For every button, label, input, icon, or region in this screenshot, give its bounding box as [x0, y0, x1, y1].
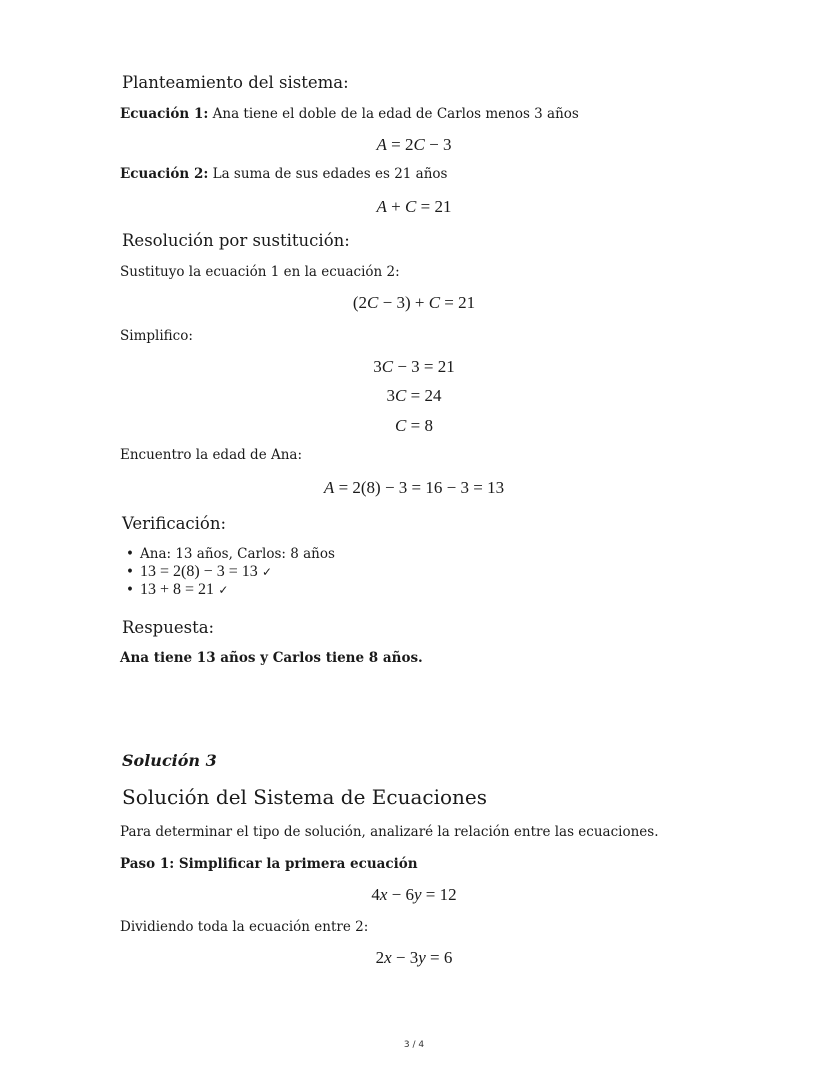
substitution-math — [0, 293, 828, 313]
substitution-text: Sustituyo la ecuación 1 en la ecuación 2: — [120, 264, 400, 280]
verification-item-2: 13 = 2(8) − 3 = 13 — [140, 563, 258, 580]
heading-planteamiento: Planteamiento del sistema: — [122, 73, 349, 92]
simplify-math-c-text: C = 8 — [395, 416, 433, 435]
simplify-math-c — [0, 416, 828, 436]
verification-item-3: 13 + 8 = 21 — [140, 581, 215, 598]
step1-math-text: 4x − 6y = 12 — [371, 885, 457, 904]
equation2-label: Ecuación 2: — [120, 166, 209, 182]
equation2-description — [120, 166, 447, 182]
answer-bold: Ana tiene 13 años y Carlos tiene 8 años. — [120, 650, 423, 666]
simplify-math-b-text: 3C = 24 — [386, 386, 442, 405]
check-icon: ✓ — [262, 565, 273, 579]
step1-divide-text: Dividiendo toda la ecuación entre 2: — [120, 919, 369, 935]
solution3-title: Solución del Sistema de Ecuaciones — [122, 785, 487, 809]
equation1-math-text: A = 2C − 3 — [376, 135, 452, 154]
step1-math — [0, 885, 828, 905]
list-item — [120, 545, 335, 563]
equation2-math — [0, 197, 828, 217]
solution3-intro: Para determinar el tipo de solución, analizaré la relación entre las ecuaciones. — [120, 824, 659, 840]
solution3-label: Solución 3 — [122, 751, 217, 770]
find-ana-math-text: A = 2(8) − 3 = 16 − 3 = 13 — [323, 478, 505, 497]
equation2-math-text: A + C = 21 — [376, 197, 452, 216]
heading-resolucion: Resolución por sustitución: — [122, 231, 350, 250]
equation1-math — [0, 135, 828, 155]
page-number: 3 / 4 — [403, 1040, 425, 1050]
equation1-label: Ecuación 1: — [120, 106, 209, 122]
heading-verificacion: Verificación: — [122, 514, 227, 533]
answer-text — [120, 650, 423, 666]
find-ana-text: Encuentro la edad de Ana: — [120, 447, 303, 463]
list-item — [120, 563, 335, 581]
simplify-math-a-text: 3C − 3 = 21 — [373, 357, 455, 376]
verification-item-1: Ana: 13 años, Carlos: 8 años — [140, 546, 335, 562]
step1-math-b — [0, 948, 828, 968]
heading-respuesta: Respuesta: — [122, 618, 215, 637]
simplify-math-a — [0, 357, 828, 377]
verification-list — [120, 545, 335, 599]
find-ana-math — [0, 478, 828, 498]
step1-heading — [120, 856, 418, 872]
step1-heading-bold: Paso 1: Simplificar la primera ecuación — [120, 856, 418, 872]
equation1-description — [120, 106, 579, 122]
step1-math-b-text: 2x − 3y = 6 — [375, 948, 453, 967]
simplify-text: Simplifico: — [120, 328, 193, 344]
equation2-text: La suma de sus edades es 21 años — [208, 166, 448, 182]
simplify-math-b — [0, 386, 828, 406]
equation1-text: Ana tiene el doble de la edad de Carlos menos 3 años — [208, 106, 579, 122]
check-icon: ✓ — [218, 583, 229, 597]
list-item — [120, 581, 335, 599]
substitution-math-text: (2C − 3) + C = 21 — [352, 293, 476, 312]
